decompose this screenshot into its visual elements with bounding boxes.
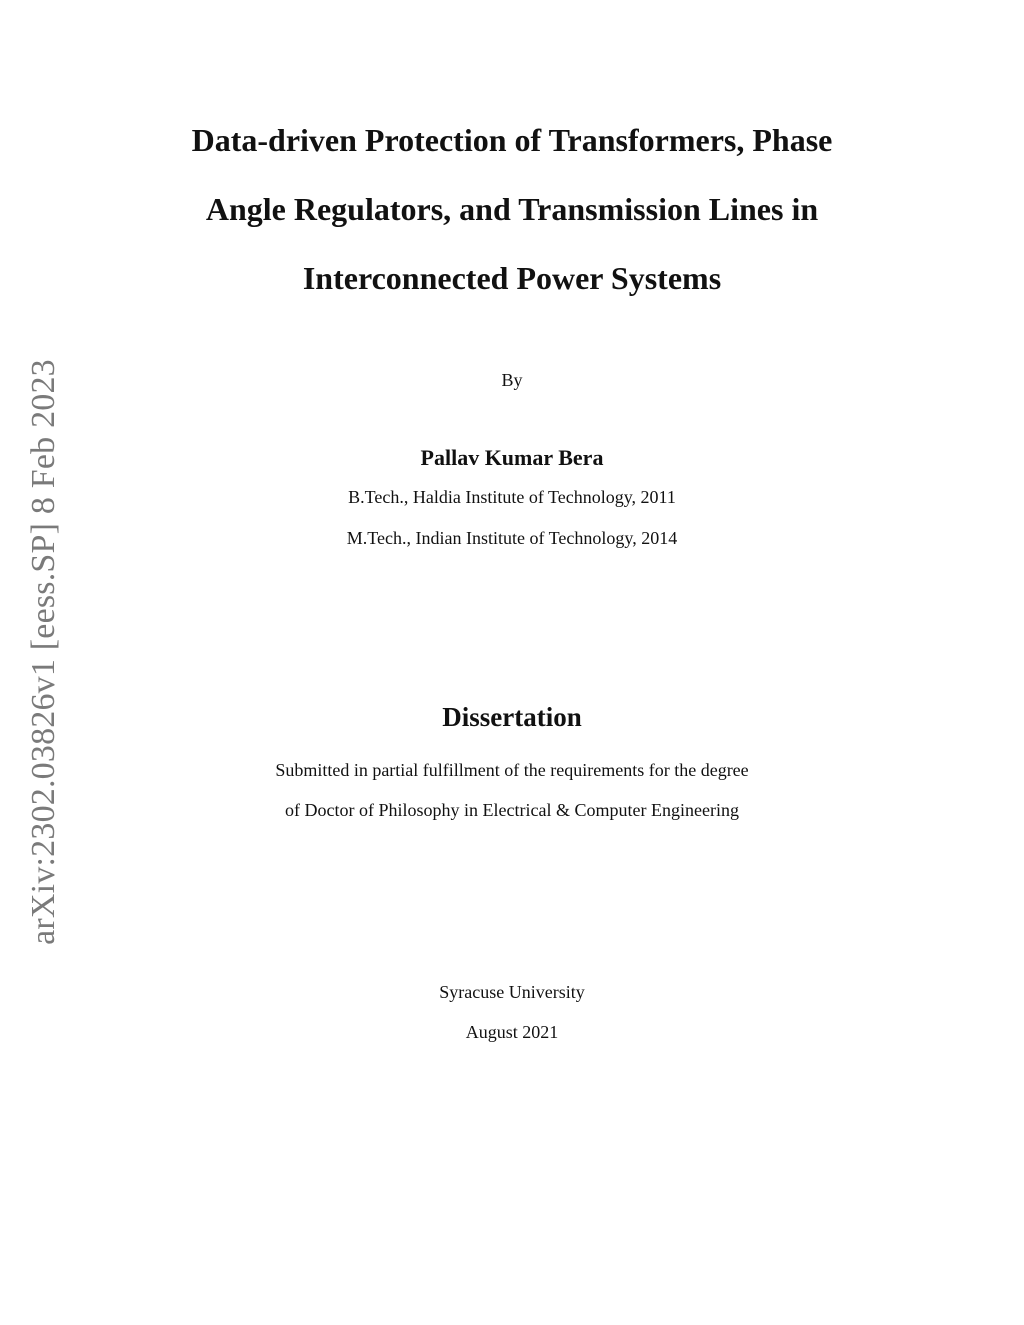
author-name: Pallav Kumar Bera: [420, 445, 604, 470]
document-type-heading: Dissertation: [442, 702, 582, 732]
title-line: Interconnected Power Systems: [302, 260, 722, 296]
submission-date: August 2021: [465, 1022, 559, 1042]
arxiv-identifier-stamp: arXiv:2302.03826v1 [eess.SP] 8 Feb 2023: [25, 359, 62, 945]
submission-statement-line: of Doctor of Philosophy in Electrical & Computer Engineering: [285, 800, 739, 820]
dissertation-title: [112, 106, 912, 313]
by-label: By: [501, 370, 523, 390]
title-line: Angle Regulators, and Transmission Lines in: [205, 191, 819, 227]
title-line: Data-driven Protection of Transformers, Phase: [191, 122, 833, 158]
prior-degree: B.Tech., Haldia Institute of Technology, 2011: [348, 487, 676, 507]
prior-degree: M.Tech., Indian Institute of Technology, 2014: [346, 528, 678, 548]
institution-name: Syracuse University: [439, 982, 585, 1002]
submission-statement-line: Submitted in partial fulfillment of the requirements for the degree: [275, 760, 749, 780]
